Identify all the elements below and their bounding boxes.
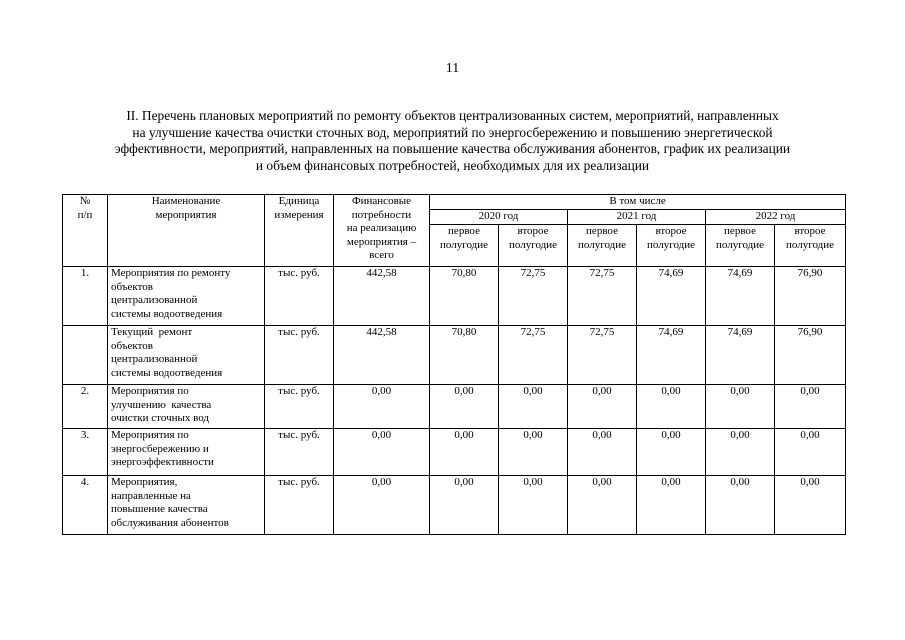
- cell-unit: тыс. руб.: [265, 385, 334, 429]
- cell-num: 4.: [63, 476, 108, 535]
- cell-value: 0,00: [706, 429, 775, 476]
- header-half-second: второе полугодие: [637, 225, 706, 267]
- cell-value: 72,75: [499, 326, 568, 385]
- cell-name: Мероприятия, направленные на повышение качества обслуживания абонентов: [108, 476, 265, 535]
- title-line: на улучшение качества очистки сточных вод, мероприятий по энергосбережению и повышению энергетической: [132, 124, 773, 140]
- title-line: эффективности, мероприятий, направленных на повышение качества обслуживания абонентов, график их реализации: [114, 141, 791, 156]
- cell-unit: тыс. руб.: [265, 326, 334, 385]
- cell-value: 72,75: [568, 326, 637, 385]
- cell-name: Мероприятия по энергосбережению и энергоэффективности: [108, 429, 265, 476]
- cell-total: 0,00: [334, 385, 430, 429]
- plan-table: [62, 194, 846, 535]
- header-half-second: второе полугодие: [499, 225, 568, 267]
- cell-total: 442,58: [334, 267, 430, 326]
- cell-value: 0,00: [499, 385, 568, 429]
- title-line: и объем финансовых потребностей, необходимых для их реализации: [255, 157, 650, 173]
- cell-value: 0,00: [706, 385, 775, 429]
- cell-total: 442,58: [334, 326, 430, 385]
- cell-value: 76,90: [775, 326, 846, 385]
- cell-unit: тыс. руб.: [265, 476, 334, 535]
- cell-unit: тыс. руб.: [265, 267, 334, 326]
- table-row: [63, 429, 846, 476]
- cell-value: 74,69: [706, 326, 775, 385]
- cell-name: Мероприятия по ремонту объектов централизованной системы водоотведения: [108, 267, 265, 326]
- cell-value: 0,00: [775, 429, 846, 476]
- cell-value: 0,00: [637, 476, 706, 535]
- header-num: № п/п: [63, 195, 108, 267]
- cell-total: 0,00: [334, 429, 430, 476]
- cell-value: 0,00: [430, 385, 499, 429]
- cell-value: 76,90: [775, 267, 846, 326]
- table-row: [63, 476, 846, 535]
- header-finance: Финансовые потребности на реализацию мероприятия – всего: [334, 195, 430, 267]
- cell-value: 0,00: [775, 476, 846, 535]
- cell-value: 0,00: [637, 429, 706, 476]
- header-year-2022: 2022 год: [706, 210, 846, 225]
- header-year-2020: 2020 год: [430, 210, 568, 225]
- cell-num: 2.: [63, 385, 108, 429]
- document-title: [60, 108, 845, 174]
- title-line: II. Перечень плановых мероприятий по ремонту объектов централизованных систем, мероприятий, направленных: [126, 108, 779, 123]
- cell-value: 0,00: [430, 429, 499, 476]
- cell-name: Мероприятия по улучшению качества очистки сточных вод: [108, 385, 265, 429]
- header-half-first: первое полугодие: [568, 225, 637, 267]
- header-half-first: первое полугодие: [430, 225, 499, 267]
- header-half-second: второе полугодие: [775, 225, 846, 267]
- cell-value: 0,00: [499, 429, 568, 476]
- header-half-first: первое полугодие: [706, 225, 775, 267]
- table-row: [63, 267, 846, 326]
- header-year-2021: 2021 год: [568, 210, 706, 225]
- cell-value: 0,00: [775, 385, 846, 429]
- cell-num: [63, 326, 108, 385]
- cell-value: 0,00: [499, 476, 568, 535]
- page-number: 11: [445, 61, 460, 76]
- header-unit: Единица измерения: [265, 195, 334, 267]
- header-including: В том числе: [430, 195, 846, 210]
- table-row: [63, 385, 846, 429]
- cell-name: Текущий ремонт объектов централизованной системы водоотведения: [108, 326, 265, 385]
- cell-value: 70,80: [430, 326, 499, 385]
- cell-value: 74,69: [637, 267, 706, 326]
- cell-value: 74,69: [706, 267, 775, 326]
- header-name: Наименование мероприятия: [108, 195, 265, 267]
- cell-value: 0,00: [430, 476, 499, 535]
- cell-value: 0,00: [637, 385, 706, 429]
- cell-value: 0,00: [568, 476, 637, 535]
- cell-value: 0,00: [568, 429, 637, 476]
- cell-value: 70,80: [430, 267, 499, 326]
- cell-num: 1.: [63, 267, 108, 326]
- cell-value: 0,00: [568, 385, 637, 429]
- cell-value: 0,00: [706, 476, 775, 535]
- cell-total: 0,00: [334, 476, 430, 535]
- cell-value: 72,75: [499, 267, 568, 326]
- cell-num: 3.: [63, 429, 108, 476]
- cell-unit: тыс. руб.: [265, 429, 334, 476]
- table-row: [63, 326, 846, 385]
- cell-value: 72,75: [568, 267, 637, 326]
- cell-value: 74,69: [637, 326, 706, 385]
